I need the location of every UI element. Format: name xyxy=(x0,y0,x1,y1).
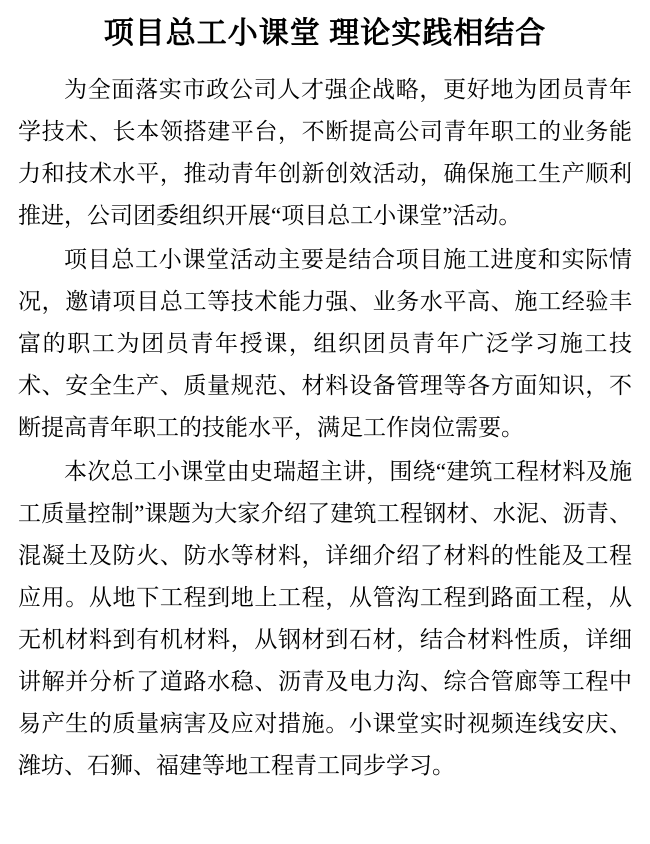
paragraph-2: 项目总工小课堂活动主要是结合项目施工进度和实际情况，邀请项目总工等技术能力强、业务水平高、施工经验丰富的职工为团员青年授课，组织团员青年广泛学习施工技术、安全生产、质量规范、材料设备管理等各方面知识，不断提高青年职工的技能水平，满足工作岗位需要。 xyxy=(18,246,632,440)
document-body xyxy=(18,69,632,787)
paragraph-1: 为全面落实市政公司人才强企战略，更好地为团员青年学技术、长本领搭建平台，不断提高公司青年职工的业务能力和技术水平，推动青年创新创效活动，确保施工生产顺利推进，公司团委组织开展“项目总工小课堂”活动。 xyxy=(18,76,632,228)
paragraph-3: 本次总工小课堂由史瑞超主讲，围绕“建筑工程材料及施工质量控制”课题为大家介绍了建筑工程钢材、水泥、沥青、混凝土及防火、防水等材料，详细介绍了材料的性能及工程应用。从地下工程到地上工程，从管沟工程到路面工程，从无机材料到有机材料，从钢材到石材，结合材料性质，详细讲解并分析了道路水稳、沥青及电力沟、综合管廊等工程中易产生的质量病害及应对措施。小课堂实时视频连线安庆、潍坊、石狮、福建等地工程青工同步学习。 xyxy=(18,458,632,778)
page-title: 项目总工小课堂 理论实践相结合 xyxy=(103,17,547,50)
